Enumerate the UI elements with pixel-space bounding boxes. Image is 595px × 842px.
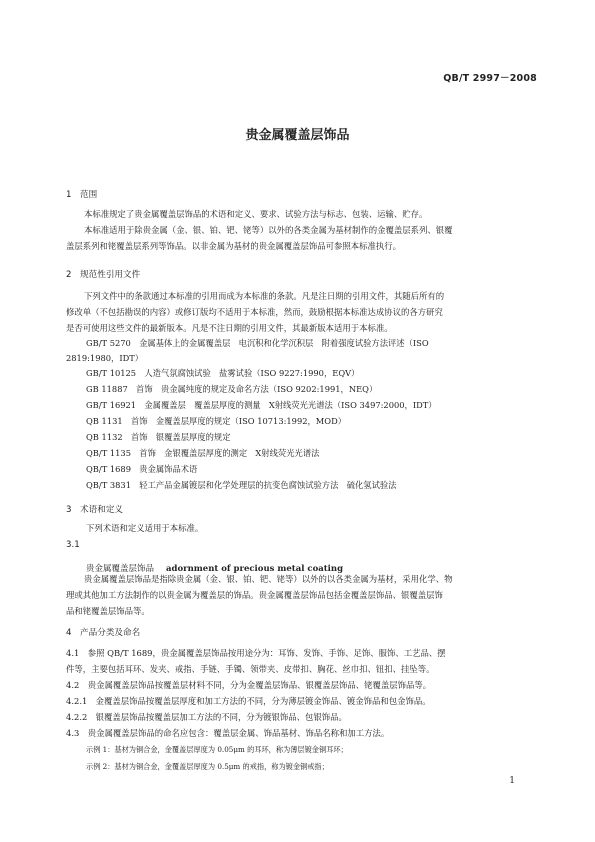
s3-line-3: 品和铑覆盖层饰品等。 [66,606,150,616]
section-2-heading: 2 规范性引用文件 [66,270,141,280]
term-english: adornment of precious metal coating [166,564,344,574]
s2-line-2: 修改单（不包括勘误的内容）或修订版均不适用于本标准，然而，鼓励根据本标准达成协议的各方研究 [66,307,443,317]
s4-line-5: 4.2.2 银覆盖层饰品按覆盖层加工方法的不同，分为镀银饰品、包银饰品。 [66,712,347,722]
ref-gbt-10125: GB/T 10125 人造气氛腐蚀试验 盐雾试验（ISO 9227:1990，EQV） [86,368,360,378]
clause-3-1: 3.1 [66,540,80,550]
s1-line-1: 本标准规定了贵金属覆盖层饰品的术语和定义、要求、试验方法与标志、包装、运输、贮存。 [84,209,428,219]
s1-line-3: 盖层系列和铑覆盖层系列等饰品。以非金属为基材的贵金属覆盖层饰品可参照本标准执行。 [66,241,401,251]
section-1-heading: 1 范围 [66,190,98,200]
s2-line-3: 是否可使用这些文件的最新版本。凡是不注日期的引用文件，其最新版本适用于本标准。 [66,323,393,333]
section-2-body [66,288,543,336]
section-1-body [66,206,543,254]
section-3-heading: 3 术语和定义 [66,505,124,515]
term-chinese: 贵金属覆盖层饰品 [86,564,155,574]
ref-qbt-3831: QB/T 3831 轻工产品金属镀层和化学处理层的抗变色腐蚀试验方法 硫化氢试验法 [86,480,397,490]
section-3-definition [66,571,543,619]
s4-line-2: 件等，主要包括耳环、发夹、戒指、手链、手镯、领带夹、皮带扣、胸花、丝巾扣、钮扣、挂坠等。 [66,664,435,674]
s3-line-2: 理或其他加工方法制作的以贵金属为覆盖层的饰品。贵金属覆盖层饰品包括金覆盖层饰品、银覆盖层饰 [66,590,443,600]
s4-line-4: 4.2.1 金覆盖层饰品按覆盖层厚度和加工方法的不同，分为薄层镀金饰品、镀金饰品和包金饰品。 [66,696,431,706]
page-number: 1 [509,776,515,786]
example-1: 示例 1：基材为铜合金，金覆盖层厚度为 0.05μm 的耳环，称为薄层镀金铜耳环； [86,745,348,754]
ref-qb-1131: QB 1131 首饰 金覆盖层厚度的规定（ISO 10713:1992，MOD） [86,416,347,426]
document-title: 贵金属覆盖层饰品 [245,128,350,143]
ref-gbt-16921: GB/T 16921 金属覆盖层 覆盖层厚度的测量 X射线荧光光谱法（ISO 3497:2000，IDT） [86,400,437,410]
ref-qb-1132: QB 1132 首饰 银覆盖层厚度的规定 [86,432,231,442]
s3-line-1: 贵金属覆盖层饰品是指除贵金属（金、银、铂、钯、铑等）以外的以各类金属为基材，采用化学、物 [84,574,453,584]
ref-qbt-1689: QB/T 1689 贵金属饰品术语 [86,464,198,474]
s4-line-1: 4.1 参照 QB/T 1689，贵金属覆盖层饰品按用途分为：耳饰、发饰、手饰、足饰、服饰、工艺品、摆 [66,648,446,658]
ref-gb-11887: GB 11887 首饰 贵金属纯度的规定及命名方法（ISO 9202:1991，NEQ） [86,384,378,394]
section-4-heading: 4 产品分类及命名 [66,628,141,638]
s4-line-6: 4.3 贵金属覆盖层饰品的命名应包含：覆盖层金属、饰品基材、饰品名称和加工方法。 [66,728,390,738]
ref-gbt-5270-cont: 2819:1980，IDT） [66,353,144,363]
example-2: 示例 2：基材为铜合金，金覆盖层厚度为 0.5μm 的戒指，称为镀金铜戒指； [86,762,329,771]
s1-line-2: 本标准适用于除贵金属（金、银、铂、钯、铑等）以外的各类金属为基材制作的金覆盖层系列、银覆 [84,225,453,235]
ref-qbt-1135: QB/T 1135 首饰 金银覆盖层厚度的测定 X射线荧光光谱法 [86,448,320,458]
ref-gbt-5270: GB/T 5270 金属基体上的金属覆盖层 电沉积和化学沉积层 附着强度试验方法评述（ISO [86,338,429,348]
s4-line-3: 4.2 贵金属覆盖层饰品按覆盖层材料不同，分为金覆盖层饰品、银覆盖层饰品、铑覆盖层饰品等。 [66,680,432,690]
s2-line-1: 下列文件中的条款通过本标准的引用而成为本标准的条款。凡是注日期的引用文件，其随后所有的 [84,291,445,301]
standard-number: QB/T 2997－2008 [443,73,537,84]
section-4-body [66,645,543,741]
section-3-intro: 下列术语和定义适用于本标准。 [86,523,204,533]
